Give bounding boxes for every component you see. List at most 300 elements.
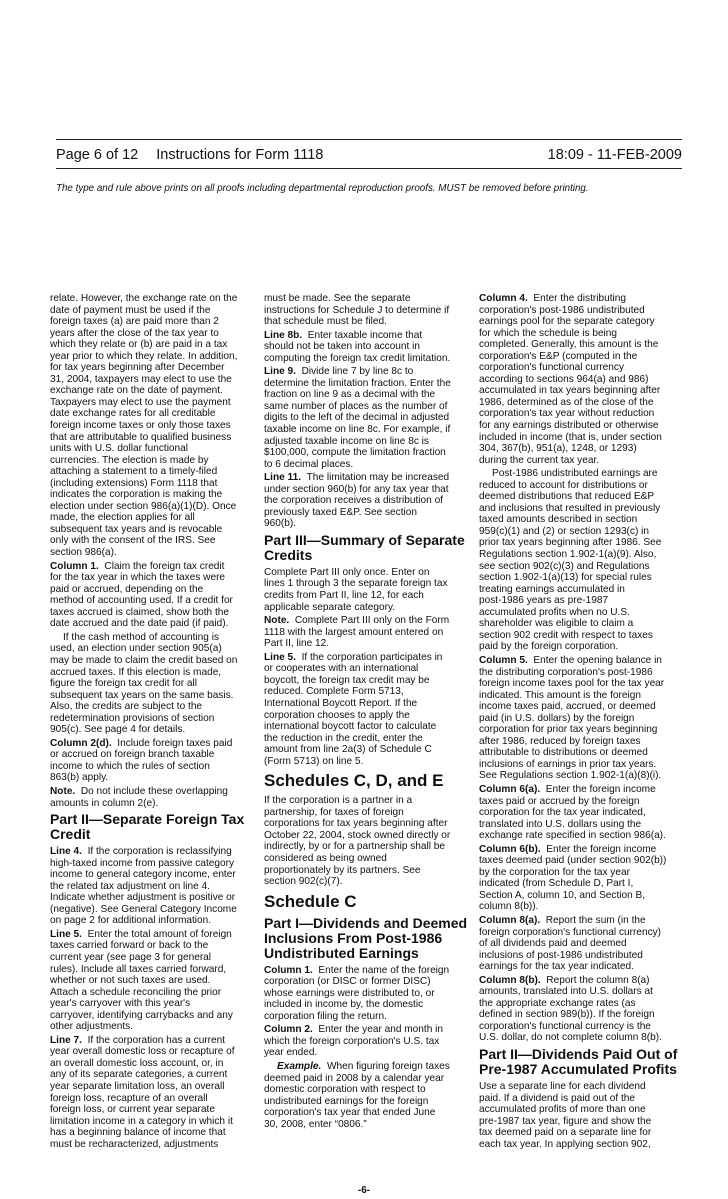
text-line xyxy=(50,869,254,881)
text-line xyxy=(479,915,685,927)
line-text: for the tax year in which the taxes were xyxy=(50,572,226,584)
line-text: Regulations section 1.902-1(a)(9). Also, xyxy=(479,549,657,561)
paragraph xyxy=(479,915,685,973)
line-text: earnings for the tax year indicated. xyxy=(479,961,634,973)
text-line xyxy=(50,643,254,655)
run-in-label: Column 8(b). xyxy=(479,974,541,986)
text-line xyxy=(50,1069,254,1081)
line-text: the appropriate exchange rates (as xyxy=(479,997,636,1009)
text-line xyxy=(50,987,254,999)
text-line xyxy=(50,929,254,941)
text-line xyxy=(50,489,254,501)
text-line xyxy=(264,495,468,507)
text-line xyxy=(264,1047,468,1059)
text-line xyxy=(264,999,468,1011)
line-text: which they relate or (b) are paid in a tax xyxy=(50,339,228,351)
text-line xyxy=(479,890,685,902)
text-line xyxy=(264,663,468,675)
line-text: election under section 986(a)(1)(D). Once xyxy=(50,500,237,512)
text-line xyxy=(264,602,468,614)
text-line xyxy=(50,339,254,351)
line-text: deemed distributions that reduced E&P xyxy=(479,491,655,503)
text-line xyxy=(50,761,254,773)
text-line xyxy=(479,986,685,998)
text-line xyxy=(264,341,468,353)
line-text: after 1986, reduced by foreign taxes xyxy=(479,735,641,747)
paragraph xyxy=(264,330,468,365)
text-line xyxy=(50,1021,254,1033)
text-column-3 xyxy=(479,293,685,1152)
line-text: instructions for Schedule J to determine if xyxy=(264,304,450,316)
line-text: Claim the foreign tax credit xyxy=(104,560,225,572)
text-line xyxy=(50,351,254,363)
text-line xyxy=(50,316,254,328)
text-line xyxy=(479,480,685,492)
text-line xyxy=(479,690,685,702)
paragraph xyxy=(264,795,468,887)
text-line xyxy=(479,950,685,962)
line-text: high-taxed income from passive category xyxy=(50,857,235,869)
line-text: income to general category income, enter xyxy=(50,869,236,881)
line-text: boycott, the foreign tax credit may be xyxy=(264,674,430,686)
text-line xyxy=(50,478,254,490)
line-text: column 8(b)). xyxy=(479,901,539,913)
text-line xyxy=(479,339,685,351)
text-line xyxy=(479,503,685,515)
paragraph xyxy=(264,293,468,328)
line-text: The limitation may be increased xyxy=(306,472,450,484)
text-line xyxy=(479,667,685,679)
text-line xyxy=(479,713,685,725)
text-line xyxy=(50,432,254,444)
text-line xyxy=(479,655,685,667)
line-text: Complete Part III only on the Form xyxy=(294,615,450,627)
line-text: attaching a statement to a timely-filed xyxy=(50,466,218,478)
line-text: on page 2 for additional information. xyxy=(50,915,212,927)
line-text: credits from Part II, line 12, for each xyxy=(264,590,424,602)
line-text: the related tax adjustment on line 4. xyxy=(50,880,210,892)
text-line xyxy=(50,595,254,607)
text-line xyxy=(264,578,468,590)
line-text: Attach a schedule reconciling the prior xyxy=(50,986,222,998)
line-text: taxes deemed paid (under section 902(b)) xyxy=(479,855,667,867)
line-text: or accrued on foreign branch taxable xyxy=(50,749,215,761)
paragraph xyxy=(50,929,254,1033)
line-text: redetermination provisions of section xyxy=(50,712,215,724)
text-line xyxy=(50,632,254,644)
line-text: inclusions of post-1986 undistributed xyxy=(479,949,643,961)
text-line xyxy=(479,316,685,328)
line-text: 905(c). See page 4 for details. xyxy=(50,724,186,736)
run-in-label: Line 5. xyxy=(50,928,82,940)
line-text: corporation filing the return. xyxy=(264,1010,387,1022)
text-line xyxy=(50,501,254,513)
run-in-label: Column 1. xyxy=(50,560,99,572)
line-text: to 6 decimal places. xyxy=(264,458,354,470)
line-text: $100,000, compute the limitation fraction xyxy=(264,447,446,459)
paragraph xyxy=(50,293,254,559)
text-line xyxy=(264,841,468,853)
run-in-label: Note. xyxy=(50,785,76,797)
line-text: whether or not such taxes are used. xyxy=(50,975,211,987)
text-line xyxy=(264,305,468,317)
text-line xyxy=(479,549,685,561)
line-text: undistributed earnings for the foreign xyxy=(264,1095,429,1107)
text-line xyxy=(479,1104,685,1116)
line-text: corporation's functional currency is the xyxy=(479,1020,651,1032)
text-line xyxy=(479,844,685,856)
heading-line: Part II—Separate Foreign Tax xyxy=(50,811,245,828)
text-line xyxy=(50,1081,254,1093)
paragraph xyxy=(264,652,468,767)
text-line xyxy=(50,858,254,870)
line-text: corporation's E&P (computed in the xyxy=(479,350,638,362)
line-text: year overall domestic loss or recapture of xyxy=(50,1046,235,1058)
text-line xyxy=(50,443,254,455)
text-line xyxy=(264,976,468,988)
line-text: see section 902(c)(3) and Regulations xyxy=(479,560,650,572)
line-text: corporation's functional currency xyxy=(479,362,624,374)
text-line xyxy=(264,518,468,530)
line-text: foreign taxes (a) are paid more than 2 xyxy=(50,316,219,328)
run-in-label: Line 8b. xyxy=(264,329,303,341)
line-text: of all dividends paid and deemed xyxy=(479,938,627,950)
line-text: See Regulations section 1.902-1(a)(8)(i). xyxy=(479,770,662,782)
line-text: attributable to distributions or deemed xyxy=(479,747,648,759)
run-in-label: Line 4. xyxy=(50,846,82,858)
line-text: (negative). See General Category Income xyxy=(50,903,237,915)
paragraph xyxy=(50,1035,254,1150)
line-text: corporation's tax year that ended June xyxy=(264,1107,436,1119)
line-text: (including extensions) Form 1118 that xyxy=(50,477,218,489)
text-line xyxy=(50,904,254,916)
line-text: subsequent tax years and is revocable xyxy=(50,523,223,535)
line-text: foreign corporation's functional currency) xyxy=(479,926,662,938)
text-line xyxy=(264,675,468,687)
text-line xyxy=(479,938,685,950)
text-line xyxy=(50,690,254,702)
text-line xyxy=(50,362,254,374)
text-line xyxy=(479,351,685,363)
text-line xyxy=(50,892,254,904)
text-line xyxy=(50,772,254,784)
line-text: section 902(c)(7). xyxy=(264,876,343,888)
text-line xyxy=(479,618,685,630)
line-text: date accrued and the date paid (if paid). xyxy=(50,618,229,630)
line-text: under section 960(b) for any tax year that xyxy=(264,483,449,495)
line-text: paid (in U.S. dollars) by the foreign xyxy=(479,712,635,724)
line-text: carryover, identifying carrybacks and any xyxy=(50,1009,233,1021)
line-text: relate. However, the exchange rate on the xyxy=(50,293,238,304)
text-line xyxy=(479,432,685,444)
text-line xyxy=(50,618,254,630)
line-text: has a beginning balance of income that xyxy=(50,1127,226,1139)
line-text: according to sections 964(a) and 986) xyxy=(479,373,649,385)
text-line xyxy=(50,678,254,690)
text-line xyxy=(479,455,685,467)
header-rule-top xyxy=(56,139,682,140)
line-text: for any earnings distributed or otherwise xyxy=(479,420,659,432)
line-text: previously taxed E&P. See section xyxy=(264,506,417,518)
line-text: each tax year. In applying section 902, xyxy=(479,1138,651,1150)
line-text: If the corporation has a current xyxy=(87,1034,226,1046)
line-text: rules). Include all taxes carried forward, xyxy=(50,963,227,975)
line-text: Enter the name of the foreign xyxy=(318,964,450,976)
text-line xyxy=(479,770,685,782)
text-line xyxy=(479,630,685,642)
line-text: indicated (from Schedule D, Part I, xyxy=(479,878,634,890)
text-line xyxy=(50,512,254,524)
text-line xyxy=(50,305,254,317)
line-text: accumulated in tax years beginning after xyxy=(479,385,661,397)
line-text: 30, 2008, enter “0806.” xyxy=(264,1118,367,1130)
line-text: taxed amounts described in section xyxy=(479,514,638,526)
line-text: indirectly, by or for a partnership shall be xyxy=(264,841,446,853)
text-line xyxy=(479,819,685,831)
line-text: Report the column 8(a) xyxy=(546,974,650,986)
text-line xyxy=(479,561,685,573)
text-line xyxy=(264,389,468,401)
text-line xyxy=(50,1093,254,1105)
line-text: reduced. Complete Form 5713, xyxy=(264,686,404,698)
line-text: and inclusions that resulted in previously xyxy=(479,502,661,514)
text-line xyxy=(479,736,685,748)
line-text: paid by the foreign corporation. xyxy=(479,641,619,653)
line-text: digits to the left of the decimal in adjusted xyxy=(264,412,450,424)
line-text: partnership, for taxes of foreign xyxy=(264,806,404,818)
text-line xyxy=(479,1127,685,1139)
line-text: Part II, line 12. xyxy=(264,638,330,650)
text-line xyxy=(264,627,468,639)
text-line xyxy=(50,397,254,409)
text-line xyxy=(50,1127,254,1139)
paragraph xyxy=(50,561,254,630)
text-line xyxy=(479,572,685,584)
line-text: date of payment must be used if the xyxy=(50,304,211,316)
text-line xyxy=(50,607,254,619)
text-line xyxy=(479,878,685,890)
line-text: that are attributable to qualified business xyxy=(50,431,232,443)
text-line xyxy=(479,491,685,503)
line-text: paid or accrued, depending on the xyxy=(50,583,204,595)
run-in-label: Column 6(b). xyxy=(479,843,541,855)
text-line xyxy=(50,1035,254,1047)
text-line xyxy=(50,561,254,573)
text-line xyxy=(264,1011,468,1023)
text-line xyxy=(479,927,685,939)
line-text: Taxpayers may elect to use the payment xyxy=(50,396,231,408)
line-text: completed. Generally, this amount is the xyxy=(479,339,659,351)
paragraph xyxy=(50,738,254,784)
line-text: only with the consent of the IRS. See xyxy=(50,535,216,547)
page-number: Page 6 of 12 xyxy=(56,147,139,163)
line-text: indicates the corporation is making the xyxy=(50,489,223,501)
run-in-label: Column 5. xyxy=(479,654,528,666)
line-text: Enter the year and month in xyxy=(318,1024,443,1036)
section-heading xyxy=(264,533,468,563)
section-heading xyxy=(50,812,254,842)
text-line xyxy=(264,1061,468,1073)
text-line xyxy=(264,1119,468,1131)
line-text: any of its separate categories, a current xyxy=(50,1069,228,1081)
line-text: foreign income taxes pool for the tax year xyxy=(479,678,665,690)
text-line xyxy=(50,701,254,713)
paragraph xyxy=(264,567,468,613)
line-text: other adjustments. xyxy=(50,1021,134,1033)
line-text: amounts in column 2(e). xyxy=(50,797,159,809)
text-column-2 xyxy=(264,293,468,1132)
text-line xyxy=(479,961,685,973)
text-line xyxy=(50,713,254,725)
line-text: fraction on line 9 as a decimal with the xyxy=(264,389,436,401)
text-line xyxy=(50,655,254,667)
text-line xyxy=(50,1139,254,1151)
text-line xyxy=(479,584,685,596)
line-text: year prior to which they relate. In addition, xyxy=(50,350,238,362)
line-text: year ended. xyxy=(264,1047,318,1059)
line-text: applicable separate category. xyxy=(264,601,396,613)
text-line xyxy=(479,998,685,1010)
text-line xyxy=(479,607,685,619)
text-line xyxy=(264,293,468,305)
paragraph xyxy=(264,1024,468,1059)
line-text: taxes carried forward or back to the xyxy=(50,940,209,952)
text-line xyxy=(50,455,254,467)
line-text: which the foreign corporation's U.S. tax xyxy=(264,1035,440,1047)
text-line xyxy=(264,436,468,448)
text-line xyxy=(479,1032,685,1044)
paragraph xyxy=(479,468,685,653)
text-line xyxy=(50,998,254,1010)
line-text: 1986, determined as of the close of the xyxy=(479,396,654,408)
text-line xyxy=(479,595,685,607)
text-line xyxy=(50,798,254,810)
text-line xyxy=(50,328,254,340)
line-text: Enter the foreign income xyxy=(545,783,656,795)
line-text: corporation's post-1986 undistributed xyxy=(479,304,645,316)
line-text: units with U.S. dollar functional xyxy=(50,443,189,455)
line-text: exchange rate on the date of payment. xyxy=(50,385,223,397)
heading-line: Undistributed Earnings xyxy=(264,944,419,961)
line-text: taxable income on line 8c. For example, if xyxy=(264,424,451,436)
paragraph xyxy=(264,1061,468,1130)
line-text: method of accounting used. If a credit for xyxy=(50,595,233,607)
text-line xyxy=(479,305,685,317)
text-line xyxy=(264,686,468,698)
text-line xyxy=(479,1081,685,1093)
line-text: considered as being owned xyxy=(264,852,387,864)
heading-line: Credit xyxy=(50,826,91,843)
line-text: amount from line 2a(3) of Schedule C xyxy=(264,744,432,756)
paragraph xyxy=(264,472,468,530)
heading-line: Part III—Summary of Separate xyxy=(264,531,465,548)
text-line xyxy=(479,362,685,374)
line-text: 959(c)(1) and (2) or section 1293(c) in xyxy=(479,525,649,537)
text-line xyxy=(264,865,468,877)
line-text: for tax years beginning after December xyxy=(50,362,225,374)
text-line xyxy=(264,472,468,484)
line-text: must be made. See the separate xyxy=(264,293,411,304)
text-line xyxy=(264,366,468,378)
text-line xyxy=(479,328,685,340)
line-text: Indicate whether adjustment is positive or xyxy=(50,892,236,904)
line-text: domestic corporation with respect to xyxy=(264,1084,426,1096)
line-text: If the corporation participates in xyxy=(301,651,443,663)
line-text: treating earnings accumulated in xyxy=(479,583,625,595)
text-line xyxy=(264,698,468,710)
text-line xyxy=(264,447,468,459)
text-line xyxy=(264,401,468,413)
text-line xyxy=(479,867,685,879)
line-text: proportionately by its partners. See xyxy=(264,864,421,876)
line-text: amounts, translated into U.S. dollars at xyxy=(479,986,653,998)
run-in-label: Column 2. xyxy=(264,1024,313,1036)
line-text: section 986(a). xyxy=(50,547,117,559)
text-line xyxy=(50,524,254,536)
text-line xyxy=(264,876,468,888)
form-title: Instructions for Form 1118 xyxy=(156,147,324,163)
run-in-label: Line 11. xyxy=(264,472,302,484)
text-line xyxy=(264,733,468,745)
print-timestamp: 18:09 - 11-FEB-2009 xyxy=(547,147,682,163)
line-text: whose earnings were distributed to, or xyxy=(264,987,435,999)
line-text: Section A, column 10, and Section B, xyxy=(479,889,646,901)
line-text: used, an election under section 905(a) xyxy=(50,643,222,655)
line-text: pre-1987 tax year, figure and show the xyxy=(479,1115,652,1127)
line-text: If the corporation is a partner in a xyxy=(264,795,413,807)
text-line xyxy=(50,749,254,761)
text-line xyxy=(264,353,468,365)
line-text: corporation for the tax year indicated, xyxy=(479,807,646,819)
line-text: U.S. dollar, do not complete column 8(b). xyxy=(479,1032,662,1044)
line-text: reduced to account for distributions or xyxy=(479,479,648,491)
heading-line: Part I—Dividends and Deemed xyxy=(264,914,468,931)
text-line xyxy=(50,1058,254,1070)
run-in-label: Column 4. xyxy=(479,293,528,304)
text-line xyxy=(264,1096,468,1108)
paragraph xyxy=(479,784,685,842)
text-line xyxy=(479,975,685,987)
text-line xyxy=(50,293,254,305)
text-line xyxy=(479,701,685,713)
text-line xyxy=(264,316,468,328)
run-in-label: Column 2(d). xyxy=(50,737,112,749)
line-text: corporation for prior tax years beginning xyxy=(479,724,658,736)
line-text: Do not include these overlapping xyxy=(80,785,228,797)
text-line xyxy=(264,507,468,519)
text-line xyxy=(50,964,254,976)
line-text: or cooperates with an international xyxy=(264,663,419,675)
line-text: taxes accrued is claimed, show both the xyxy=(50,606,229,618)
text-column-1 xyxy=(50,293,254,1152)
text-line xyxy=(50,724,254,736)
line-text: should not be taken into account in xyxy=(264,341,421,353)
paragraph xyxy=(479,655,685,782)
text-line xyxy=(479,759,685,771)
line-text: section 1.902-1(a)(13) for special rules xyxy=(479,572,652,584)
text-line xyxy=(264,424,468,436)
paragraph xyxy=(50,846,254,927)
text-line xyxy=(479,1093,685,1105)
text-line xyxy=(479,796,685,808)
run-in-label: Line 7. xyxy=(50,1034,82,1046)
run-in-label: Column 8(a). xyxy=(479,914,541,926)
text-line xyxy=(50,786,254,798)
line-text: Enter the total amount of foreign xyxy=(87,928,232,940)
line-text: accumulated profits when no U.S. xyxy=(479,606,630,618)
text-line xyxy=(479,514,685,526)
text-line xyxy=(264,590,468,602)
